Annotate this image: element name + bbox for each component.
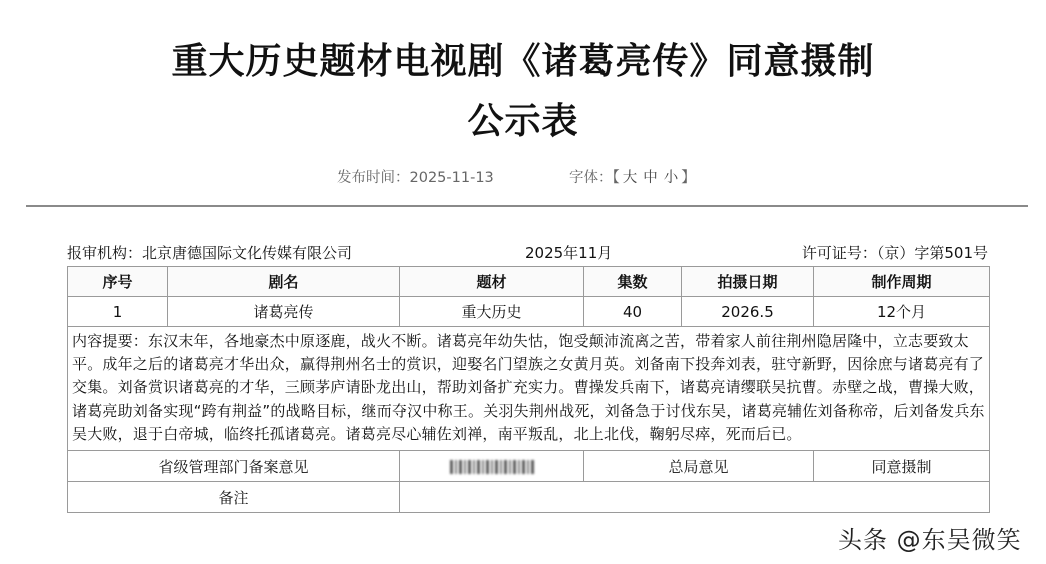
font-large-link[interactable]: 大 <box>622 170 638 186</box>
page-title: 重大历史题材电视剧《诸葛亮传》同意摄制 <box>171 41 875 82</box>
cell-index: 1 <box>68 297 168 327</box>
filing-info <box>0 242 1046 262</box>
header-cell-title: 剧名 <box>168 267 400 297</box>
remark-label: 备注 <box>68 482 400 513</box>
header-cell-cycle: 制作周期 <box>814 267 990 297</box>
general-opinion-value: 同意摄制 <box>814 451 990 482</box>
publicity-table <box>67 266 990 513</box>
font-size-label: 字体： <box>569 170 613 186</box>
article-meta <box>0 166 1046 186</box>
header-cell-shoot-date: 拍摄日期 <box>682 267 814 297</box>
cell-cycle: 12个月 <box>814 297 990 327</box>
opinion-row <box>68 451 990 482</box>
remark-value <box>400 482 990 513</box>
table-row <box>68 297 990 327</box>
provincial-opinion-label: 省级管理部门备案意见 <box>68 451 400 482</box>
cell-genre: 重大历史 <box>400 297 584 327</box>
font-medium-link[interactable]: 中 <box>643 170 658 186</box>
license-number: 许可证号：（京）字第501号 <box>801 244 988 262</box>
header-cell-index: 序号 <box>68 267 168 297</box>
page-subtitle: 公示表 <box>467 101 579 142</box>
cell-title: 诸葛亮传 <box>168 297 400 327</box>
publish-time-label: 发布时间： <box>337 170 410 186</box>
font-small-link[interactable]: 小 <box>663 170 679 186</box>
header-cell-episodes: 集数 <box>584 267 682 297</box>
cell-shoot-date: 2026.5 <box>682 297 814 327</box>
redacted-value <box>450 460 534 474</box>
table-header-row <box>68 267 990 297</box>
header-divider <box>26 205 1028 207</box>
remark-row <box>68 482 990 513</box>
header-cell-genre: 题材 <box>400 267 584 297</box>
provincial-opinion-value <box>400 451 584 482</box>
bracket-open: 【 <box>612 170 620 186</box>
publish-time-value: 2025-11-13 <box>409 170 494 186</box>
filing-month: 2025年11月 <box>525 244 613 262</box>
cell-episodes: 40 <box>584 297 682 327</box>
publish-time <box>337 166 494 187</box>
bracket-close: 】 <box>681 170 696 186</box>
submitting-agency: 报审机构：北京唐德国际文化传媒有限公司 <box>67 244 353 262</box>
watermark: 头条 @东吴微笑 <box>838 526 1022 554</box>
content-summary: 内容提要：东汉末年，各地豪杰中原逐鹿，战火不断。诸葛亮年幼失怙，饱受颠沛流离之苦，带着家人前往荆州隐居隆中，立志要致太平。成年之后的诸葛亮才华出众，赢得荆州名士的赏识，迎娶名门望族之女黄月英。刘备南下投奔刘表，驻守新野，因徐庶与诸葛亮有了交集。刘备赏识诸葛亮的才华，三顾茅庐请卧龙出山，帮助刘备扩充实力。曹操发兵南下，诸葛亮请缨联吴抗曹。赤壁之战，曹操大败，诸葛亮助刘备实现“跨有荆益”的战略目标，继而夺汉中称王。关羽失荆州战死，刘备急于讨伐东吴，诸葛亮辅佐刘备称帝，后刘备发兵东吴大败，退于白帝城，临终托孤诸葛亮。诸葛亮尽心辅佐刘禅，南平叛乱，北上北伐，鞠躬尽瘁，死而后已。 <box>68 327 990 451</box>
font-size-switcher <box>569 166 696 187</box>
content-row <box>68 327 990 451</box>
general-opinion-label: 总局意见 <box>584 451 814 482</box>
